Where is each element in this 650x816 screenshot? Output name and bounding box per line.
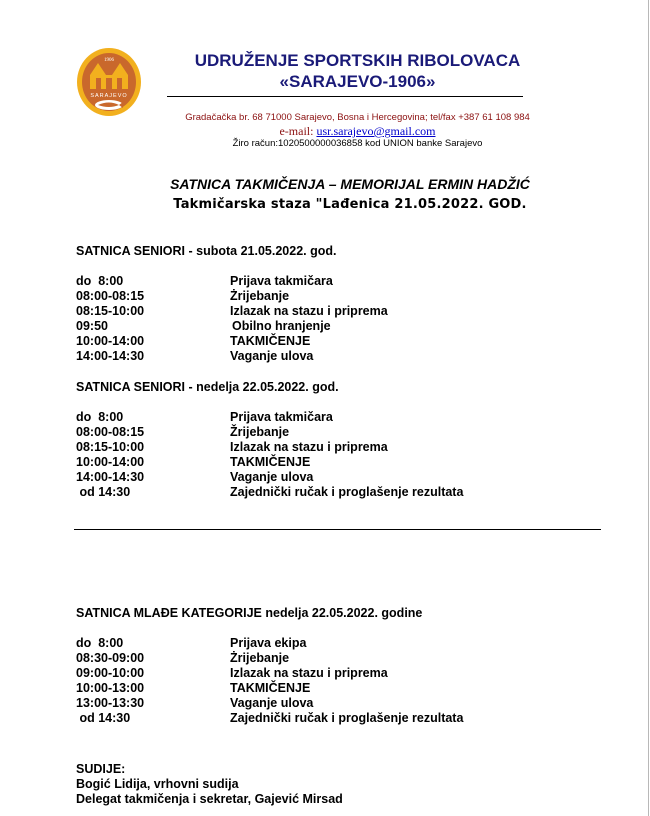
row-activity: TAKMIČENJE	[230, 681, 311, 695]
schedule-row	[76, 349, 388, 364]
row-time: 09:00-10:00	[76, 666, 145, 680]
organization-name	[160, 50, 555, 92]
email-link[interactable]: usr.sarajevo@gmail.com	[316, 124, 436, 138]
address: Gradačačka br. 68 71000 Sarajevo, Bosna i Hercegovina; tel/fax +387 61 108 984	[185, 112, 530, 123]
row-time: od 14:30	[76, 485, 131, 499]
row-activity: Izlazak na stazu i priprema	[230, 304, 388, 318]
schedule-row	[76, 711, 463, 726]
schedule-row	[76, 636, 463, 651]
organization-name-line1: UDRUŽENJE SPORTSKIH RIBOLOVACA	[194, 51, 521, 70]
schedule-row	[76, 274, 388, 289]
schedule-seniors-saturday	[76, 244, 388, 364]
row-time: 08:15-10:00	[76, 304, 145, 318]
section-heading: SATNICA SENIORI - nedelja 22.05.2022. god.	[76, 380, 339, 394]
schedule-row	[76, 681, 463, 696]
schedule-row	[76, 410, 463, 425]
crest-year: 1906	[104, 58, 114, 63]
section-heading: SATNICA SENIORI - subota 21.05.2022. god.	[76, 244, 337, 258]
row-time: 13:00-13:30	[76, 696, 145, 710]
row-activity: Zajednički ručak i proglašenje rezultata	[230, 485, 464, 499]
judge-line: Delegat takmičenja i sekretar, Gajević Mirsad	[76, 792, 343, 806]
email-line	[160, 124, 555, 139]
email-label: e-mail:	[279, 124, 317, 138]
row-time: 09:50	[76, 319, 108, 333]
section-divider	[74, 529, 601, 530]
schedule-row	[76, 440, 463, 455]
row-time: 14:00-14:30	[76, 470, 145, 484]
schedule-row	[76, 425, 463, 440]
judges-block	[76, 762, 343, 807]
row-activity: Żrijebanje	[230, 289, 290, 303]
schedule-row	[76, 666, 463, 681]
schedule-row	[76, 470, 463, 485]
row-activity: Izlazak na stazu i priprema	[230, 666, 388, 680]
header-rule	[167, 96, 523, 97]
schedule-row	[76, 319, 388, 334]
page-edge	[648, 0, 649, 816]
row-activity: Prijava takmičara	[230, 410, 333, 424]
row-activity: Izlazak na stazu i priprema	[230, 440, 388, 454]
section-heading: SATNICA MLAĐE KATEGORIJE nedelja 22.05.2022. godine	[76, 606, 423, 620]
document-subtitle: Takmičarska staza "Lađenica 21.05.2022. GOD.	[173, 197, 527, 212]
row-time: 10:00-14:00	[76, 334, 145, 348]
judge-line: Bogić Lidija, vrhovni sudija	[76, 777, 239, 791]
club-crest-icon	[76, 47, 142, 117]
row-activity: Vaganje ulova	[230, 470, 314, 484]
bank-account: Žiro račun:1020500000036858 kod UNION banke Sarajevo	[232, 138, 483, 149]
row-time: 10:00-14:00	[76, 455, 145, 469]
schedule-row	[76, 289, 388, 304]
row-activity: Žrijebanje	[230, 425, 290, 439]
schedule-seniors-sunday	[76, 380, 463, 500]
row-activity: Prijava takmičara	[230, 274, 333, 288]
row-activity: Obilno hranjenje	[232, 319, 331, 333]
row-activity: Żrijebanje	[230, 651, 290, 665]
document-title: SATNICA TAKMIČENJA – MEMORIJAL ERMIN HADŽIĆ	[170, 176, 530, 192]
row-time: do 8:00	[76, 636, 124, 650]
row-activity: TAKMIČENJE	[230, 334, 311, 348]
schedule-row	[76, 304, 388, 319]
row-time: 08:30-09:00	[76, 651, 145, 665]
organization-name-line2: «SARAJEVO-1906»	[279, 72, 436, 91]
row-time: 08:00-08:15	[76, 289, 145, 303]
row-time: 10:00-13:00	[76, 681, 145, 695]
schedule-row	[76, 485, 463, 500]
schedule-youth-sunday	[76, 606, 463, 726]
row-activity: Vaganje ulova	[230, 349, 314, 363]
row-time: do 8:00	[76, 274, 124, 288]
schedule-row	[76, 455, 463, 470]
row-activity: Prijava ekipa	[230, 636, 307, 650]
row-activity: Vaganje ulova	[230, 696, 314, 710]
judges-heading: SUDIJE:	[76, 762, 126, 776]
crest-city: SARAJEVO	[90, 93, 128, 99]
schedule-row	[76, 651, 463, 666]
row-time: 14:00-14:30	[76, 349, 145, 363]
row-time: do 8:00	[76, 410, 124, 424]
row-activity: Zajednički ručak i proglašenje rezultata	[230, 711, 464, 725]
schedule-row	[76, 334, 388, 349]
row-time: 08:00-08:15	[76, 425, 145, 439]
row-time: 08:15-10:00	[76, 440, 145, 454]
row-time: od 14:30	[76, 711, 131, 725]
row-activity: TAKMIČENJE	[230, 455, 311, 469]
schedule-row	[76, 696, 463, 711]
